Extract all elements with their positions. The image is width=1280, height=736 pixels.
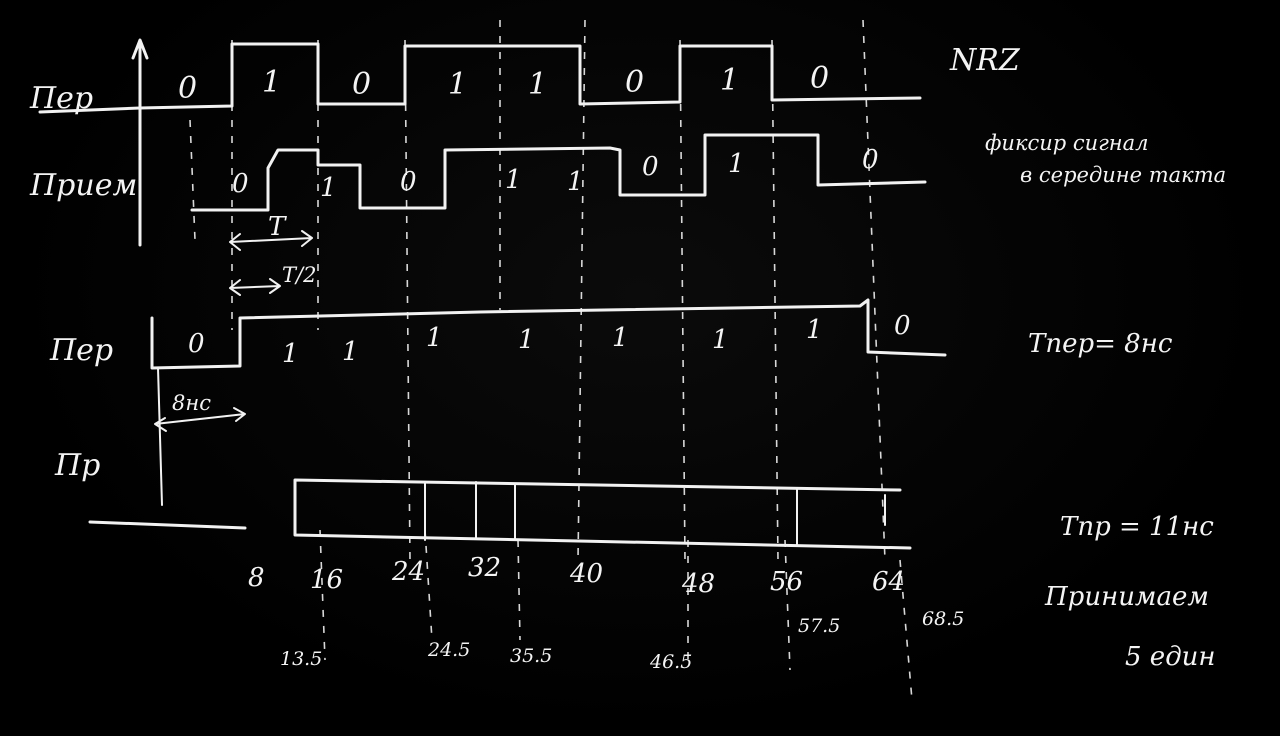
guide-line <box>772 40 778 560</box>
received-bit-label: 1 <box>320 173 337 203</box>
time-mark-label: 40 <box>570 559 604 589</box>
received-pr-waveform <box>90 480 910 548</box>
second-transmitted-bit-label: 1 <box>612 323 629 353</box>
second-transmitted-bit-label: 1 <box>712 325 729 355</box>
time-mark-label: 16 <box>310 565 344 595</box>
note-receive-line1: Принимаем <box>1045 582 1209 612</box>
sample-time-labels <box>280 608 964 673</box>
transmitted-bit-label: 0 <box>810 61 830 96</box>
row-label-pr: Пр <box>55 448 101 483</box>
second-transmitted-waveform <box>152 300 945 368</box>
row-label-priem: Прием <box>30 168 138 203</box>
transmitted-bit-label: 1 <box>448 67 468 102</box>
sample-mark-label: 24.5 <box>428 639 471 661</box>
sampling-ticks <box>425 482 885 545</box>
second-transmitted-bit-label: 1 <box>282 339 299 369</box>
transmitted-bit-label: 0 <box>352 67 372 102</box>
transmitted-bits <box>178 61 829 106</box>
transmitted-bit-label: 0 <box>178 71 198 106</box>
half-period-label: T/2 <box>282 263 317 287</box>
note-t-per: Tпер= 8нс <box>1028 329 1173 359</box>
eight-ns-label: 8нс <box>172 391 211 415</box>
second-transmitted-bit-label: 0 <box>894 311 911 341</box>
guide-line <box>863 20 885 560</box>
received-bit-label: 0 <box>642 152 659 182</box>
time-mark-label: 48 <box>682 569 716 599</box>
time-mark-label: 32 <box>468 553 502 583</box>
second-transmitted-bit-label: 1 <box>518 325 535 355</box>
received-waveform <box>192 135 925 210</box>
time-mark-label: 8 <box>248 563 265 593</box>
received-bit-label: 0 <box>862 145 879 175</box>
received-bit-label: 1 <box>505 165 522 195</box>
second-transmitted-bit-label: 1 <box>426 323 443 353</box>
guide-line <box>680 40 685 560</box>
second-transmitted-bit-label: 0 <box>188 329 205 359</box>
received-bits <box>232 145 879 203</box>
received-bit-label: 1 <box>728 149 745 179</box>
note-fix-line1: фиксир сигнал <box>985 131 1149 155</box>
diagram-title: NRZ <box>950 43 1020 78</box>
guide-line <box>190 120 195 240</box>
sample-mark-label: 46.5 <box>650 651 693 673</box>
time-mark-label: 56 <box>770 567 804 597</box>
second-transmitted-bits <box>188 311 911 369</box>
sample-mark-label: 57.5 <box>798 615 841 637</box>
received-bit-label: 1 <box>567 167 584 197</box>
row-label-per-bottom: Пер <box>50 333 114 368</box>
transmitted-bit-label: 1 <box>262 65 282 100</box>
time-mark-label: 24 <box>392 557 426 587</box>
sample-guide-line <box>518 540 520 640</box>
half-period-arrow <box>230 279 280 295</box>
vertical-axis-arrow <box>133 40 147 245</box>
note-receive-line2: 5 един <box>1125 642 1216 672</box>
time-mark-label: 64 <box>872 567 906 597</box>
second-transmitted-bit-label: 1 <box>342 337 359 367</box>
note-t-pr: Tпр = 11нс <box>1060 512 1214 542</box>
transmitted-waveform <box>40 44 920 112</box>
transmitted-bit-label: 1 <box>720 63 740 98</box>
period-arrows <box>230 212 316 295</box>
transmitted-bit-label: 0 <box>625 65 645 100</box>
sample-guide-line <box>425 530 432 640</box>
received-bit-label: 0 <box>232 169 249 199</box>
period-T-label: T <box>268 212 286 242</box>
received-bit-label: 0 <box>400 167 417 197</box>
sample-guide-line <box>320 530 325 660</box>
note-fix-line2: в середине такта <box>1020 163 1227 187</box>
second-waveform-start-line <box>158 368 162 505</box>
second-transmitted-bit-label: 1 <box>806 315 823 345</box>
time-axis-labels <box>248 553 905 599</box>
sample-mark-label: 68.5 <box>922 608 965 630</box>
sample-mark-label: 35.5 <box>510 645 553 667</box>
sample-guide-line <box>785 540 790 670</box>
sample-mark-label: 13.5 <box>280 648 323 670</box>
row-label-per-top: Пер <box>30 81 94 116</box>
transmitted-bit-label: 1 <box>528 67 548 102</box>
